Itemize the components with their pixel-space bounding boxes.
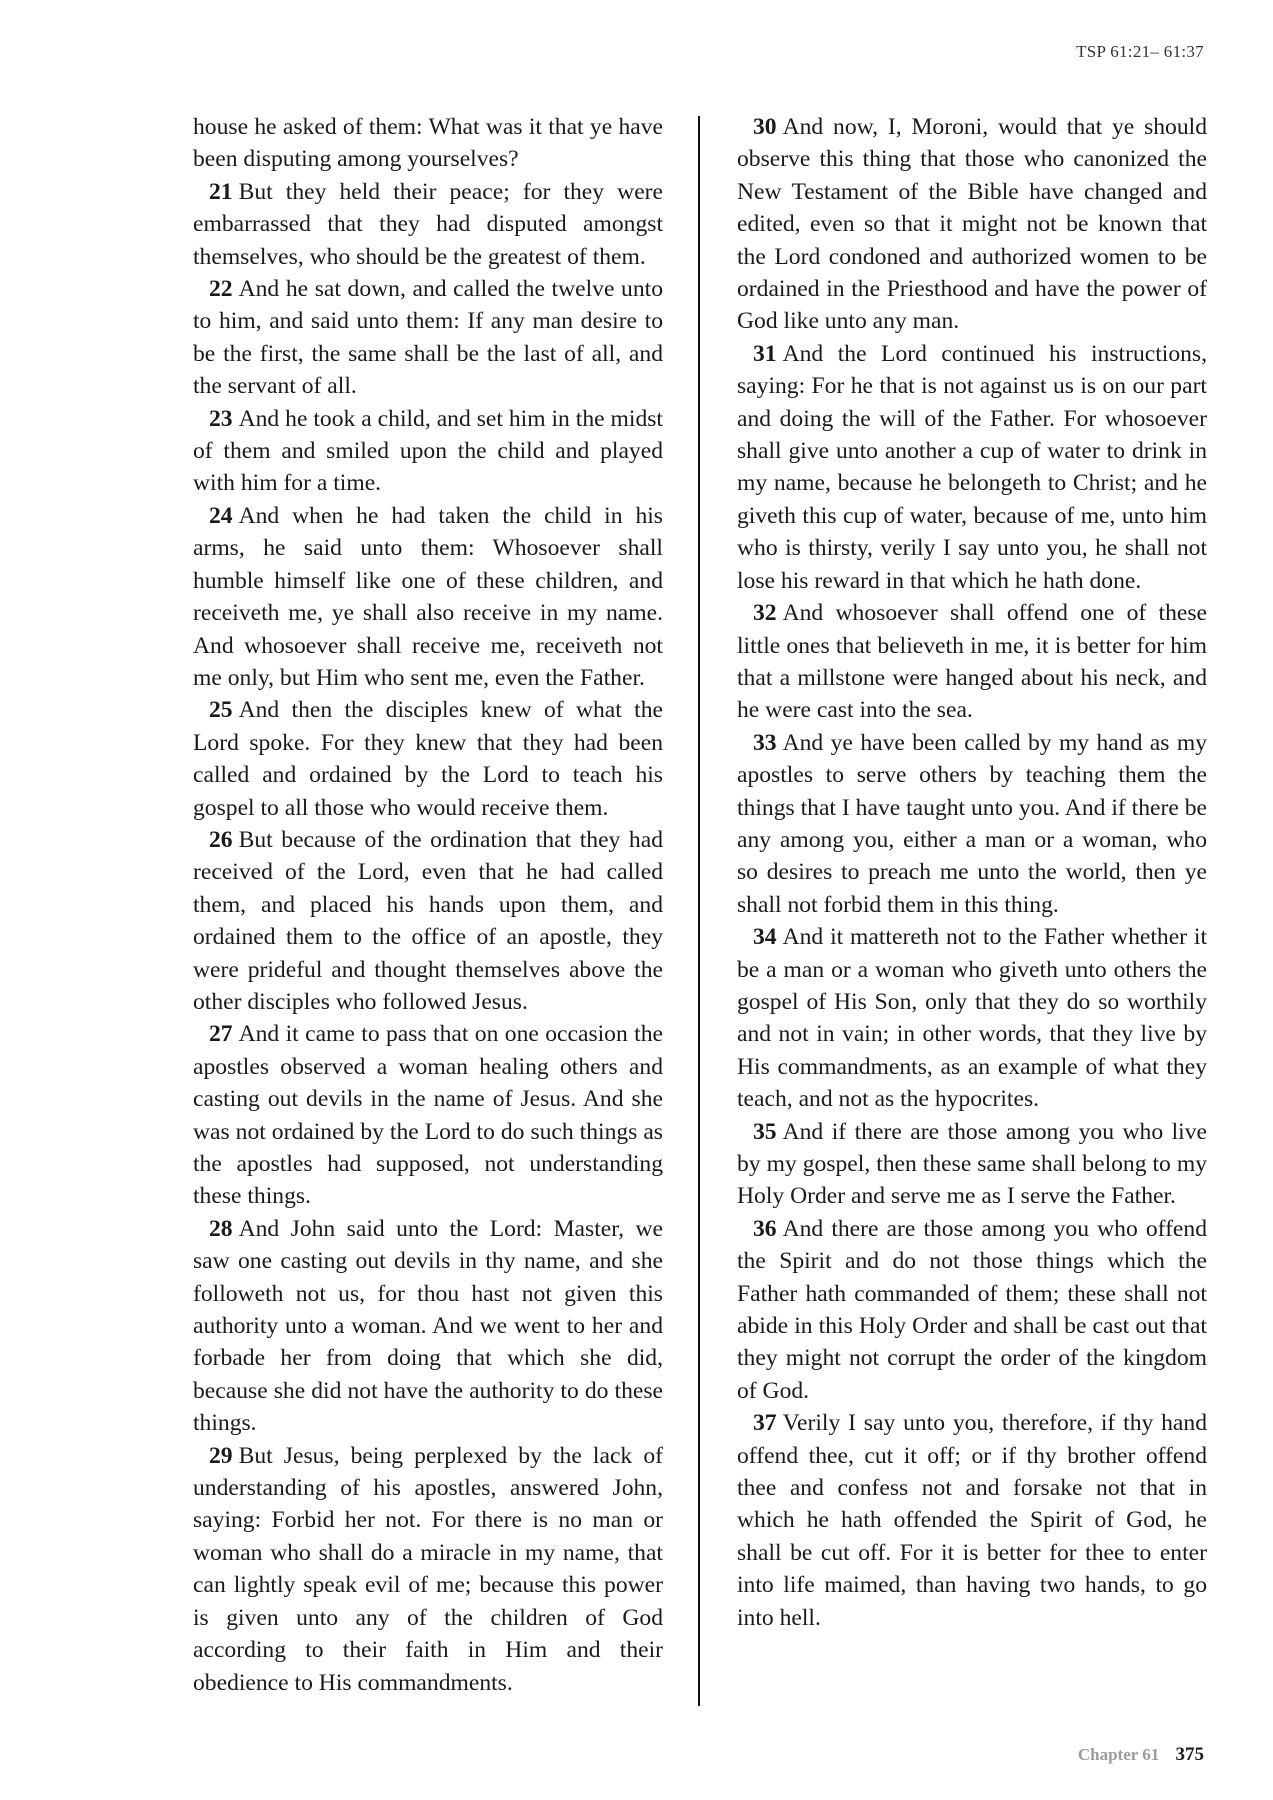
verse-33 bbox=[737, 727, 1207, 921]
verse-text: And whosoever shall offend one of these little ones that believeth in me, it is better for him that a millstone were hanged about his neck, and he were cast into the sea. bbox=[737, 600, 1207, 724]
verse-22 bbox=[193, 273, 663, 403]
verse-number: 33 bbox=[753, 729, 777, 756]
verse-number: 25 bbox=[209, 697, 233, 724]
verse-36 bbox=[737, 1213, 1207, 1407]
verse-number: 30 bbox=[753, 114, 777, 140]
verse-37 bbox=[737, 1407, 1207, 1634]
verse-number: 31 bbox=[753, 340, 777, 367]
verse-text: And John said unto the Lord: Master, we saw one casting out devils in thy name, and she followeth not us, for thou hast not given this authority unto a woman. And we went to her and forbade her from doing that which she did, because she did not have the authority to do these things. bbox=[193, 1215, 663, 1437]
verse-text: And it mattereth not to the Father whether it be a man or a woman who giveth unto others the gospel of His Son, only that they do so worthily and not in vain; in other words, that they live by His commandments, as an example of what they teach, and not as the hypocrites. bbox=[737, 924, 1207, 1113]
continuation-paragraph: house he asked of them: What was it that ye have been disputing among yourselves? bbox=[193, 114, 663, 173]
verse-text: And ye have been called by my hand as my apostles to serve others by teaching them the things that I have taught unto you. And if there be any among you, either a man or a woman, who so desires to preach me unto the world, then ye shall not forbid them in this thing. bbox=[737, 729, 1207, 918]
running-head: TSP 61:21– 61:37 bbox=[1076, 42, 1204, 61]
verse-30 bbox=[737, 111, 1207, 338]
verse-35 bbox=[737, 1116, 1207, 1213]
verse-number: 28 bbox=[209, 1215, 233, 1242]
verse-34 bbox=[737, 921, 1207, 1115]
verse-21 bbox=[193, 176, 663, 273]
verse-text: And he sat down, and called the twelve unto to him, and said unto them: If any man desire to be the first, the same shall be the last of all, and the servant of all. bbox=[193, 276, 663, 400]
page-number: 375 bbox=[1175, 1744, 1204, 1765]
verse-number: 23 bbox=[209, 405, 233, 432]
verse-number: 36 bbox=[753, 1215, 777, 1242]
verse-26 bbox=[193, 824, 663, 1018]
verse-text: And if there are those among you who live by my gospel, then these same shall belong to my Holy Order and serve me as I serve the Father. bbox=[737, 1118, 1207, 1210]
verse-text: And the Lord continued his instructions, saying: For he that is not against us is on our part and doing the will of the Father. For whosoever shall give unto another a cup of water to drink in my name, because he belongeth to Christ; and he giveth this cup of water, because of me, unto him who is thirsty, verily I say unto you, he shall not lose his reward in that which he hath done. bbox=[737, 340, 1207, 594]
verse-number: 37 bbox=[753, 1410, 777, 1437]
verse-text: And it came to pass that on one occasion the apostles observed a woman healing others and casting out devils in the name of Jesus. And she was not ordained by the Lord to do such things as the apostles had supposed, not understanding these things. bbox=[193, 1021, 663, 1210]
verse-number: 32 bbox=[753, 600, 777, 627]
verse-29 bbox=[193, 1440, 663, 1699]
verse-number: 24 bbox=[209, 502, 233, 529]
verse-text: And he took a child, and set him in the midst of them and smiled upon the child and played with him for a time. bbox=[193, 405, 663, 497]
verse-24 bbox=[193, 500, 663, 694]
verse-text: But they held their peace; for they were embarrassed that they had disputed amongst themselves, who should be the greatest of them. bbox=[193, 178, 663, 270]
chapter-label: Chapter 61 bbox=[1077, 1745, 1160, 1764]
verse-31 bbox=[737, 338, 1207, 597]
verse-23 bbox=[193, 403, 663, 500]
verse-number: 29 bbox=[209, 1442, 233, 1469]
verse-number: 22 bbox=[209, 276, 233, 303]
verse-text: And there are those among you who offend the Spirit and do not those things which the Father hath commanded of them; these shall not abide in this Holy Order and shall be cast out that they might not corrupt the order of the kingdom of God. bbox=[737, 1215, 1207, 1404]
verse-number: 26 bbox=[209, 826, 233, 853]
right-column bbox=[737, 111, 1207, 1634]
left-column bbox=[193, 111, 663, 1699]
verse-number: 21 bbox=[209, 178, 233, 205]
verse-text: And when he had taken the child in his arms, he said unto them: Whosoever shall humble himself like one of these children, and receiveth me, ye shall also receive in my name. And whosoever shall receive me, receiveth not me only, but Him who sent me, even the Father. bbox=[193, 502, 663, 691]
verse-text: Verily I say unto you, therefore, if thy hand offend thee, cut it off; or if thy brother offend thee and confess not and forsake not that in which he hath offended the Spirit of God, he shall be cut off. For it is better for thee to enter into life maimed, than having two hands, to go into hell. bbox=[737, 1410, 1207, 1631]
verse-text: And now, I, Moroni, would that ye should observe this thing that those who canonized the New Testament of the Bible have changed and edited, even so that it might not be known that the Lord condoned and authorized women to be ordained in the Priesthood and have the power of God like unto any man. bbox=[737, 114, 1207, 335]
verse-text: And then the disciples knew of what the Lord spoke. For they knew that they had been called and ordained by the Lord to teach his gospel to all those who would receive them. bbox=[193, 697, 663, 821]
verse-32 bbox=[737, 597, 1207, 727]
page-footer bbox=[1078, 1744, 1204, 1766]
verse-text: But because of the ordination that they had received of the Lord, even that he had called them, and placed his hands upon them, and ordained them to the office of an apostle, they were prideful and thought themselves above the other disciples who followed Jesus. bbox=[193, 826, 663, 1015]
verse-number: 34 bbox=[753, 924, 777, 951]
verse-text: But Jesus, being perplexed by the lack of understanding of his apostles, answered John, saying: Forbid her not. For there is no man or woman who shall do a miracle in my name, that can lightly speak evil of me; because this power is given unto any of the children of God according to their faith in Him and their obedience to His commandments. bbox=[193, 1442, 663, 1696]
verse-number: 35 bbox=[753, 1118, 777, 1145]
verse-27 bbox=[193, 1018, 663, 1212]
verse-25 bbox=[193, 694, 663, 824]
column-divider bbox=[698, 116, 700, 1706]
verse-28 bbox=[193, 1213, 663, 1440]
verse-number: 27 bbox=[209, 1021, 233, 1048]
